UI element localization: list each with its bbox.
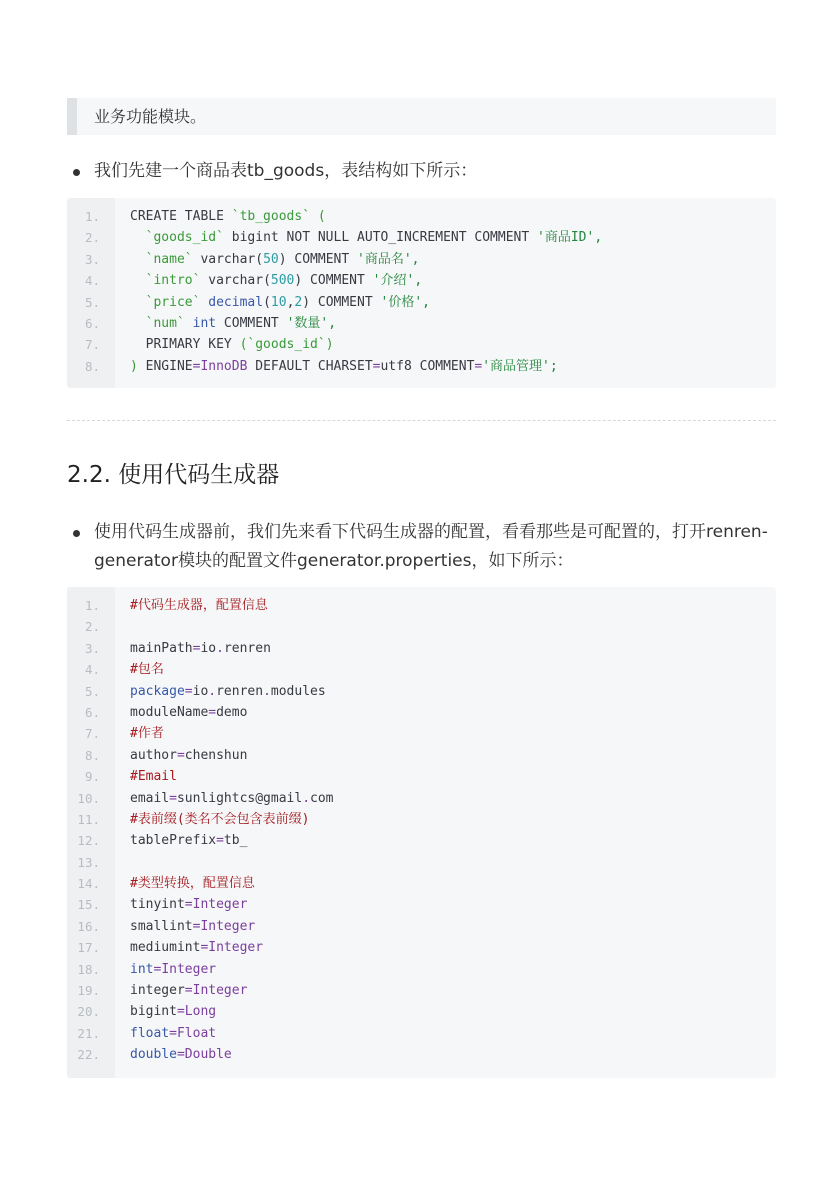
code-line	[67, 1001, 776, 1022]
line-number: 4.	[84, 662, 100, 678]
code-line	[67, 852, 776, 873]
line-number: 15.	[77, 897, 100, 913]
line-number: 5.	[84, 294, 100, 310]
code-line	[67, 227, 776, 248]
line-number: 16.	[77, 918, 100, 934]
code-text: #作者	[130, 726, 164, 742]
line-number: 7.	[84, 726, 100, 742]
line-number: 1.	[84, 209, 100, 224]
code-line	[67, 1044, 776, 1065]
line-number: 17.	[77, 940, 100, 956]
code-text: #Email	[130, 769, 177, 785]
code-text: PRIMARY KEY (`goods_id`)	[130, 337, 334, 353]
code-text: #表前缀(类名不会包含表前缀)	[130, 811, 310, 827]
code-line	[67, 270, 776, 291]
code-line	[67, 702, 776, 723]
code-line	[67, 916, 776, 937]
code-text: `price` decimal(10,2) COMMENT '价格',	[145, 294, 430, 310]
code-line	[67, 745, 776, 766]
code-line	[67, 766, 776, 787]
code-line	[67, 206, 776, 227]
code-line	[67, 809, 776, 830]
code-line	[67, 830, 776, 851]
bullet-text: 我们先建一个商品表tb_goods，表结构如下所示：	[94, 161, 478, 181]
code-line	[67, 1023, 776, 1044]
line-number: 18.	[77, 961, 100, 977]
code-text: tinyint=Integer	[130, 897, 248, 913]
line-number: 12.	[77, 833, 100, 849]
line-number: 20.	[77, 1004, 100, 1020]
code-text: double=Double	[130, 1047, 232, 1063]
code-text: float=Float	[130, 1025, 217, 1041]
code-line	[67, 616, 776, 637]
line-number: 10.	[77, 790, 100, 806]
code-line	[67, 249, 776, 270]
line-number: 22.	[77, 1047, 100, 1063]
line-number: 6.	[84, 704, 100, 720]
code-text: `name` varchar(50) COMMENT '商品名',	[145, 251, 420, 267]
code-line	[67, 334, 776, 355]
bullet-item-generator-config	[94, 518, 784, 576]
code-text: package=io.renren.modules	[130, 683, 326, 699]
line-number: 1.	[84, 598, 100, 613]
code-text: `num` int COMMENT '数量',	[145, 315, 337, 331]
code-text: mediumint=Integer	[130, 940, 264, 956]
code-line	[67, 980, 776, 1001]
code-line	[67, 595, 776, 616]
code-line	[67, 356, 776, 377]
code-text: smallint=Integer	[130, 918, 256, 934]
sql-code-block	[67, 198, 776, 388]
code-line	[67, 292, 776, 313]
code-lines	[67, 198, 776, 377]
line-number: 11.	[77, 811, 100, 827]
code-line	[67, 638, 776, 659]
code-text: #代码生成器，配置信息	[130, 598, 268, 613]
code-text: bigint=Long	[130, 1004, 217, 1020]
code-line	[67, 681, 776, 702]
code-text: int=Integer	[130, 961, 217, 977]
section-divider	[67, 420, 776, 421]
code-line	[67, 788, 776, 809]
bullet-text-line-2: generator模块的配置文件generator.properties，如下所示：	[94, 551, 574, 571]
code-text: moduleName=demo	[130, 704, 248, 720]
code-line	[67, 959, 776, 980]
properties-code-block	[67, 587, 776, 1078]
code-line	[67, 313, 776, 334]
code-text: #类型转换，配置信息	[130, 876, 255, 892]
line-number: 4.	[84, 273, 100, 289]
line-number: 9.	[84, 769, 100, 785]
code-line	[67, 937, 776, 958]
line-number: 13.	[77, 854, 100, 870]
quote-text: 业务功能模块。	[94, 107, 207, 126]
code-text: CREATE TABLE `tb_goods` (	[130, 209, 326, 224]
code-text: integer=Integer	[130, 983, 248, 999]
line-number: 8.	[84, 358, 100, 374]
bullet-item-create-table	[94, 157, 784, 186]
code-lines	[67, 587, 776, 1066]
code-text: ) ENGINE=InnoDB DEFAULT CHARSET=utf8 COMMENT='商品管理';	[130, 358, 558, 374]
line-number: 7.	[84, 337, 100, 353]
line-number: 5.	[84, 683, 100, 699]
line-number: 8.	[84, 747, 100, 763]
code-text: #包名	[130, 662, 164, 678]
code-text: mainPath=io.renren	[130, 640, 271, 656]
code-text: email=sunlightcs@gmail.com	[130, 790, 334, 806]
code-text: `goods_id` bigint NOT NULL AUTO_INCREMENT COMMENT '商品ID',	[145, 230, 603, 246]
line-number: 3.	[84, 251, 100, 267]
code-text: tablePrefix=tb_	[130, 833, 248, 849]
bullet-text-line-1: 使用代码生成器前，我们先来看下代码生成器的配置，看看那些是可配置的，打开renren-	[94, 522, 768, 542]
line-number: 3.	[84, 640, 100, 656]
code-line	[67, 873, 776, 894]
code-text: `intro` varchar(500) COMMENT '介绍',	[145, 273, 423, 289]
blockquote	[67, 98, 776, 135]
code-text: author=chenshun	[130, 747, 248, 763]
line-number: 19.	[77, 983, 100, 999]
line-number: 6.	[84, 315, 100, 331]
code-line	[67, 723, 776, 744]
line-number: 2.	[84, 230, 100, 246]
code-line	[67, 659, 776, 680]
line-number: 2.	[84, 619, 100, 635]
section-heading: 2.2. 使用代码生成器	[67, 462, 280, 488]
line-number: 21.	[77, 1025, 100, 1041]
line-number: 14.	[77, 876, 100, 892]
code-line	[67, 894, 776, 915]
